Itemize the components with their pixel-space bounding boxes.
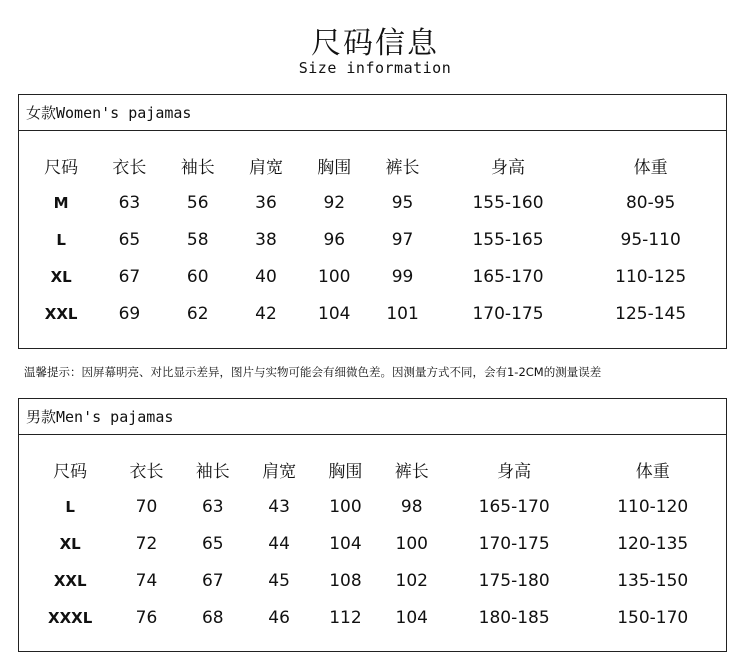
column-header: 胸围 bbox=[328, 462, 363, 482]
table-cell: 170-175 bbox=[478, 533, 550, 554]
page-subtitle: Size information bbox=[298, 59, 452, 77]
column-header: 裤长 bbox=[394, 462, 429, 482]
table-row bbox=[27, 488, 722, 525]
table-header-row bbox=[27, 147, 722, 184]
column-header: 衣长 bbox=[129, 462, 164, 482]
column-header: 体重 bbox=[635, 462, 670, 482]
table-cell: 42 bbox=[255, 303, 277, 324]
table-cell: 97 bbox=[391, 229, 414, 250]
table-cell: 104 bbox=[395, 607, 428, 628]
table-cell: 38 bbox=[255, 229, 277, 250]
table-cell: 104 bbox=[318, 303, 351, 324]
column-header: 衣长 bbox=[112, 158, 147, 178]
table-row bbox=[27, 525, 722, 562]
column-header: 肩宽 bbox=[262, 462, 297, 482]
men-size-table bbox=[27, 451, 722, 636]
table-cell: 80-95 bbox=[625, 192, 676, 213]
table-cell: 72 bbox=[135, 533, 158, 554]
table-cell: 62 bbox=[186, 303, 209, 324]
column-header: 肩宽 bbox=[248, 158, 283, 178]
table-cell: 110-125 bbox=[615, 266, 687, 287]
table-cell: 112 bbox=[329, 607, 362, 628]
column-header: 袖长 bbox=[195, 462, 230, 482]
table-cell: 98 bbox=[400, 496, 423, 517]
men-section-header: 男款Men's pajamas bbox=[19, 399, 726, 435]
table-cell: 100 bbox=[329, 496, 362, 517]
table-cell: 65 bbox=[118, 229, 141, 250]
table-cell: XL bbox=[50, 267, 72, 286]
table-cell: 92 bbox=[323, 192, 346, 213]
table-cell: 70 bbox=[135, 496, 158, 517]
table-cell: L bbox=[56, 230, 66, 249]
table-cell: 74 bbox=[135, 570, 158, 591]
table-cell: 120-135 bbox=[617, 533, 689, 554]
table-row bbox=[27, 258, 722, 295]
table-cell: 175-180 bbox=[478, 570, 550, 591]
table-cell: 100 bbox=[318, 266, 351, 287]
table-cell: 45 bbox=[268, 570, 290, 591]
table-cell: XXL bbox=[53, 571, 87, 590]
table-cell: 101 bbox=[386, 303, 419, 324]
table-cell: 155-160 bbox=[472, 192, 544, 213]
table-cell: 104 bbox=[329, 533, 362, 554]
page-title: 尺码信息 bbox=[311, 26, 439, 61]
men-size-section bbox=[18, 398, 727, 652]
measurement-note: 温馨提示：因屏幕明亮、对比显示差异，图片与实物可能会有细微色差。因测量方式不同，会有1-2CM的测量误差 bbox=[24, 365, 602, 379]
table-cell: 36 bbox=[255, 192, 277, 213]
table-cell: 180-185 bbox=[478, 607, 550, 628]
table-cell: L bbox=[65, 497, 75, 516]
table-cell: 58 bbox=[186, 229, 209, 250]
table-cell: 96 bbox=[323, 229, 346, 250]
table-cell: M bbox=[53, 193, 69, 212]
column-header: 裤长 bbox=[385, 158, 420, 178]
table-cell: 102 bbox=[395, 570, 428, 591]
table-cell: XL bbox=[59, 534, 81, 553]
table-row bbox=[27, 184, 722, 221]
column-header: 胸围 bbox=[317, 158, 352, 178]
table-cell: XXL bbox=[44, 304, 78, 323]
table-cell: 100 bbox=[395, 533, 428, 554]
column-header: 尺码 bbox=[44, 158, 79, 178]
table-cell: 95-110 bbox=[620, 229, 681, 250]
table-row bbox=[27, 295, 722, 332]
table-cell: 43 bbox=[268, 496, 290, 517]
table-cell: 150-170 bbox=[617, 607, 689, 628]
table-row bbox=[27, 599, 722, 636]
table-cell: 99 bbox=[391, 266, 414, 287]
table-cell: 155-165 bbox=[472, 229, 544, 250]
table-row bbox=[27, 562, 722, 599]
table-cell: 76 bbox=[135, 607, 158, 628]
table-cell: 165-170 bbox=[472, 266, 544, 287]
women-section-header: 女款Women's pajamas bbox=[19, 95, 726, 131]
table-row bbox=[27, 221, 722, 258]
table-cell: 65 bbox=[201, 533, 224, 554]
table-cell: 67 bbox=[201, 570, 224, 591]
table-cell: 95 bbox=[391, 192, 414, 213]
table-cell: 40 bbox=[255, 266, 277, 287]
table-cell: 60 bbox=[186, 266, 209, 287]
table-cell: 63 bbox=[201, 496, 224, 517]
table-cell: 69 bbox=[118, 303, 141, 324]
column-header: 袖长 bbox=[180, 158, 215, 178]
table-cell: 56 bbox=[186, 192, 209, 213]
table-header-row bbox=[27, 451, 722, 488]
table-cell: 165-170 bbox=[478, 496, 550, 517]
column-header: 身高 bbox=[497, 462, 532, 482]
table-cell: 108 bbox=[329, 570, 362, 591]
table-cell: 170-175 bbox=[472, 303, 544, 324]
column-header: 尺码 bbox=[53, 462, 88, 482]
women-size-section bbox=[18, 94, 727, 349]
column-header: 体重 bbox=[633, 158, 668, 178]
table-cell: XXXL bbox=[48, 608, 93, 627]
table-cell: 63 bbox=[118, 192, 141, 213]
column-header: 身高 bbox=[491, 158, 525, 178]
table-cell: 135-150 bbox=[617, 570, 689, 591]
table-cell: 68 bbox=[201, 607, 224, 628]
table-cell: 67 bbox=[118, 266, 141, 287]
table-cell: 46 bbox=[268, 607, 290, 628]
women-size-table bbox=[27, 147, 722, 332]
table-cell: 125-145 bbox=[615, 303, 687, 324]
table-cell: 110-120 bbox=[617, 496, 689, 517]
table-cell: 44 bbox=[268, 533, 290, 554]
